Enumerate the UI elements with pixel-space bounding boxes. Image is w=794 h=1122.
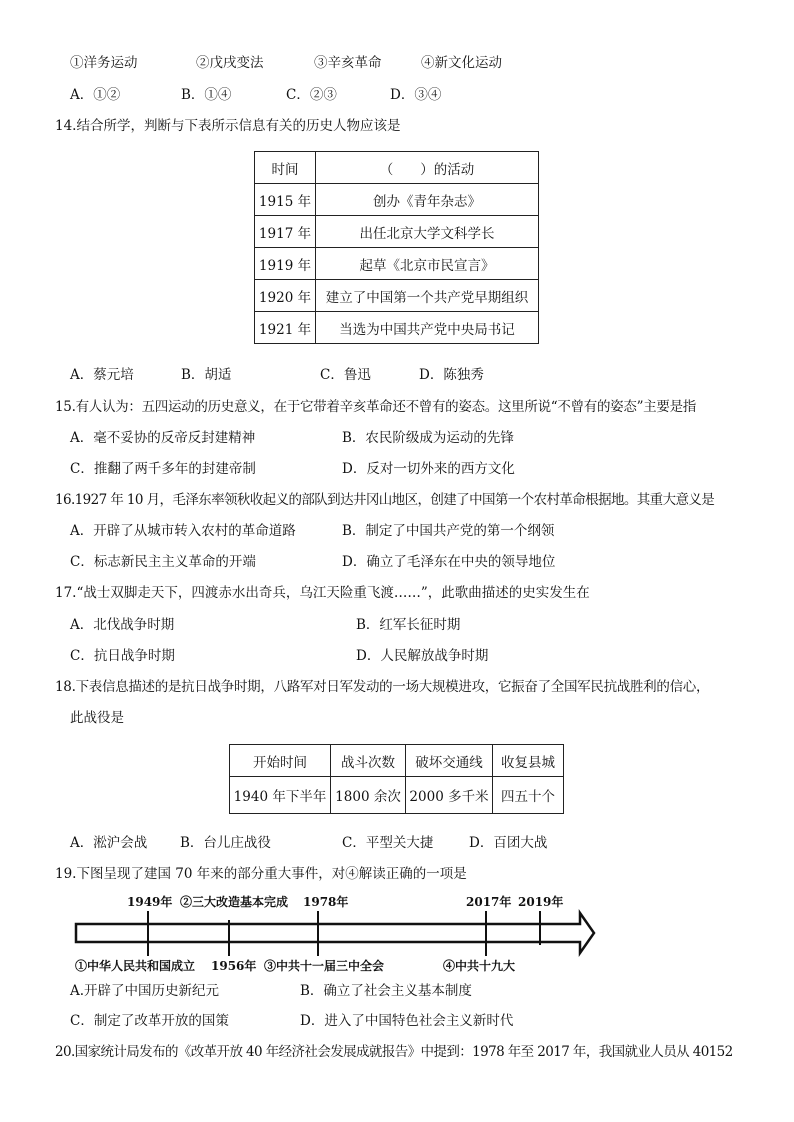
q17-option-c: C．抗日战争时期 bbox=[70, 648, 175, 664]
q13-item-1: ①洋务运动 bbox=[70, 55, 138, 71]
q19-option-b: B．确立了社会主义基本制度 bbox=[300, 983, 472, 999]
table-cell: 当选为中国共产党中央局书记 bbox=[316, 312, 539, 344]
table-cell: 四五十个 bbox=[493, 777, 564, 814]
table-cell: 1921 年 bbox=[255, 312, 316, 344]
q19-option-c: C．制定了改革开放的国策 bbox=[70, 1013, 229, 1029]
table-cell: 1915 年 bbox=[255, 184, 316, 216]
q15-option-c: C．推翻了两千多年的封建帝制 bbox=[70, 461, 256, 477]
table-cell: 出任北京大学文科学长 bbox=[316, 216, 539, 248]
q19-option-a: A.开辟了中国历史新纪元 bbox=[70, 983, 220, 999]
timeline-label-1949: 1949年 bbox=[127, 895, 173, 909]
q18-table-header: 收复县城 bbox=[493, 745, 564, 777]
q17-option-b: B．红军长征时期 bbox=[356, 617, 461, 633]
table-cell: 建立了中国第一个共产党早期组织 bbox=[316, 280, 539, 312]
table-cell: 1940 年下半年 bbox=[230, 777, 331, 814]
q18-option-a: A．淞沪会战 bbox=[70, 835, 148, 851]
q16-stem: 16.1927 年 10 月，毛泽东率领秋收起义的部队到达井冈山地区，创建了中国第一个农村革命根据地。其重大意义是 bbox=[55, 492, 715, 508]
q13-option-d: D．③④ bbox=[390, 87, 442, 103]
q19-option-d: D．进入了中国特色社会主义新时代 bbox=[300, 1013, 514, 1029]
q15-option-a: A．毫不妥协的反帝反封建精神 bbox=[70, 430, 256, 446]
q13-item-2: ②戊戌变法 bbox=[196, 55, 264, 71]
q15-option-d: D．反对一切外来的西方文化 bbox=[342, 461, 515, 477]
q18-table-header: 开始时间 bbox=[230, 745, 331, 777]
q14-table-header-time: 时间 bbox=[255, 152, 316, 184]
timeline-label-2017: 2017年 bbox=[466, 895, 512, 909]
table-cell: 1920 年 bbox=[255, 280, 316, 312]
timeline-label-1978: 1978年 bbox=[303, 895, 349, 909]
q14-table-header-activity: （ ）的活动 bbox=[316, 152, 539, 184]
q13-item-4: ④新文化运动 bbox=[421, 55, 502, 71]
table-cell: 2000 多千米 bbox=[406, 777, 493, 814]
q16-option-a: A．开辟了从城市转入农村的革命道路 bbox=[70, 523, 296, 539]
table-cell: 1917 年 bbox=[255, 216, 316, 248]
q18-table-header: 战斗次数 bbox=[331, 745, 406, 777]
q13-item-3: ③辛亥革命 bbox=[314, 55, 382, 71]
timeline-label-socialist-transformation: ②三大改造基本完成 bbox=[180, 895, 289, 909]
q18-stem-line1: 18.下表信息描述的是抗日战争时期，八路军对日军发动的一场大规模进攻，它振奋了全国军民抗战胜利的信心， bbox=[55, 679, 710, 695]
timeline-label-19th-congress: ④中共十九大 bbox=[443, 959, 516, 973]
q17-stem: 17.“战士双脚走天下，四渡赤水出奇兵，乌江天险重飞渡……”，此歌曲描述的史实发生在 bbox=[55, 585, 590, 601]
table-cell: 起草《北京市民宣言》 bbox=[316, 248, 539, 280]
q14-option-d: D．陈独秀 bbox=[419, 367, 484, 383]
q14-option-c: C．鲁迅 bbox=[320, 367, 371, 383]
q18-option-d: D．百团大战 bbox=[469, 835, 548, 851]
q17-option-d: D．人民解放战争时期 bbox=[356, 648, 489, 664]
q18-table-header: 破坏交通线 bbox=[406, 745, 493, 777]
q14-option-a: A．蔡元培 bbox=[70, 367, 134, 383]
q18-option-c: C．平型关大捷 bbox=[342, 835, 434, 851]
timeline-label-prc-founding: ①中华人民共和国成立 bbox=[75, 959, 196, 973]
q15-stem: 15.有人认为：五四运动的历史意义，在于它带着辛亥革命还不曾有的姿态。这里所说“不曾有的姿态”主要是指 bbox=[55, 399, 696, 415]
q19-stem: 19.下图呈现了建国 70 年来的部分重大事件，对④解读正确的一项是 bbox=[55, 866, 467, 882]
q13-option-b: B．①④ bbox=[181, 87, 232, 103]
q16-option-d: D．确立了毛泽东在中央的领导地位 bbox=[342, 554, 556, 570]
q13-option-c: C．②③ bbox=[286, 87, 337, 103]
q20-stem: 20.国家统计局发布的《改革开放 40 年经济社会发展成就报告》中提到：1978 年至 2017 年，我国就业人员从 40152 bbox=[55, 1044, 733, 1060]
timeline-label-2019: 2019年 bbox=[518, 895, 564, 909]
table-cell: 1919 年 bbox=[255, 248, 316, 280]
table-cell: 1800 余次 bbox=[331, 777, 406, 814]
table-cell: 创办《青年杂志》 bbox=[316, 184, 539, 216]
q17-option-a: A．北伐战争时期 bbox=[70, 617, 175, 633]
q16-option-b: B．制定了中国共产党的第一个纲领 bbox=[342, 523, 555, 539]
q18-stem-line2: 此战役是 bbox=[70, 710, 124, 726]
q14-option-b: B．胡适 bbox=[181, 367, 232, 383]
q18-option-b: B．台儿庄战役 bbox=[180, 835, 271, 851]
timeline-label-third-plenum: ③中共十一届三中全会 bbox=[264, 959, 385, 973]
q14-stem: 14.结合所学，判断与下表所示信息有关的历史人物应该是 bbox=[55, 118, 401, 134]
q15-option-b: B．农民阶级成为运动的先锋 bbox=[342, 430, 514, 446]
q13-option-a: A．①② bbox=[70, 87, 121, 103]
q16-option-c: C．标志新民主主义革命的开端 bbox=[70, 554, 256, 570]
timeline-label-1956: 1956年 bbox=[211, 959, 257, 973]
